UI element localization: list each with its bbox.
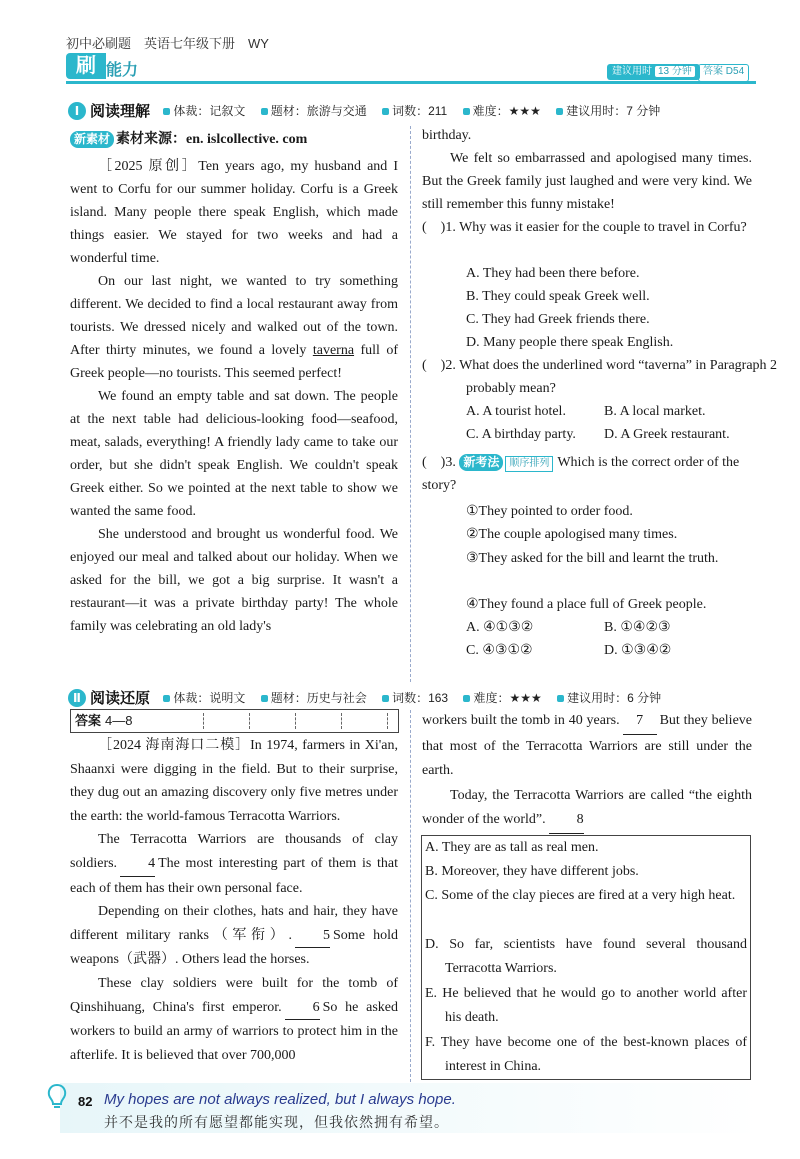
- passage1-right: [422, 124, 752, 216]
- material-source: 素材来源：en. islcollective. com: [116, 132, 308, 147]
- section1-header: [68, 100, 768, 120]
- column-divider-2: [410, 710, 411, 1082]
- q3-stem: Which is the correct order of the story?: [422, 455, 740, 493]
- answer-label: 答案: [703, 66, 723, 77]
- passage1-para2: On our last night, we wanted to try something different. We decided to find a local restaurant away from tourists. We dressed nicely and walked out of the town. After thirty minutes, we found a lovely taverna full of Greek people—no tourists. This seemed perfect!: [70, 274, 398, 381]
- q3-item-2: ②The couple apologised many times.: [466, 527, 678, 542]
- suggested-time-badge: [607, 64, 700, 80]
- q3-option-c[interactable]: C. ④③①②: [466, 643, 533, 658]
- book-title: 初中必刷题 英语七年级下册 WY: [66, 36, 269, 51]
- answer-cell[interactable]: [203, 713, 204, 729]
- genre-icon: [163, 695, 170, 702]
- answer-page: D54: [725, 66, 745, 77]
- answer-cell[interactable]: [341, 713, 342, 729]
- order-tag: 顺序排列: [505, 456, 553, 472]
- blank-6[interactable]: 6: [285, 996, 320, 1021]
- section1-difficulty: 难度：★★★: [472, 104, 541, 118]
- q3-item-1: ①They pointed to order food.: [466, 504, 633, 519]
- difficulty-icon: [463, 108, 470, 115]
- q2-option-a[interactable]: A. A tourist hotel.: [466, 404, 566, 419]
- passage1-para3: We found an empty table and sat down. The people at the next table had delicious-looking food—seafood, meat, salads, everything! A friendly lady came to take our order, but she didn't speak English. We couldn't speak Greek either. So we pointed at the next table to show we wanted the same food.: [70, 389, 398, 519]
- q3-item-3: ③They asked for the bill and learnt the truth.: [466, 551, 719, 566]
- passage2-para2: The Terracotta Warriors are thousands of clay soldiers. 4 The most interesting part of them is that each of them has their own personal face.: [70, 832, 398, 896]
- section1-words: 词数：211: [392, 104, 448, 118]
- answer-cell[interactable]: [387, 713, 388, 729]
- option-d[interactable]: D. So far, scientists have found several thousand Terracotta Warriors.: [425, 937, 747, 976]
- passage2-para1: ［2024 海南海口二模］In 1974, farmers in Xi'an, Shaanxi were digging in the field. But to their surprise, they dug out an amazing discovery only five metres under the earth: the world-famous Terracotta Warriors.: [70, 738, 398, 824]
- option-f[interactable]: F. They have become one of the best-known places of interest in China.: [425, 1035, 747, 1074]
- q3-item-4: ④They found a place full of Greek people.: [466, 597, 707, 612]
- header-band: [66, 81, 756, 84]
- passage1-para4-cont: birthday.: [422, 128, 472, 143]
- ability-label: 能力: [106, 62, 139, 79]
- blank-5[interactable]: 5: [295, 924, 330, 949]
- lightbulb-icon: [46, 1083, 68, 1111]
- section2-genre: 体裁：说明文: [173, 691, 246, 705]
- section1-genre: 体裁：记叙文: [173, 104, 246, 118]
- q1-option-c[interactable]: C. They had Greek friends there.: [466, 312, 650, 327]
- question-2: ( )2. What does the underlined word “taverna” in Paragraph 2 probably mean?: [422, 358, 778, 396]
- q3-option-d[interactable]: D. ①③④②: [604, 643, 672, 658]
- q3-option-b[interactable]: B. ①④②③: [604, 620, 671, 635]
- new-material-tag: 新素材: [70, 131, 114, 148]
- words-icon: [382, 695, 389, 702]
- column-divider-1: [410, 126, 411, 682]
- passage1-para4: She understood and brought us wonderful food. We enjoyed our meal and talked about our holiday. When we asked for the bill, we got a big surprise. It wasn't a restaurant—it was a private birthday party! The whole family was celebrating an old lady's: [70, 527, 398, 634]
- option-a[interactable]: A. They are as tall as real men.: [425, 840, 599, 855]
- q1-option-d[interactable]: D. Many people there speak English.: [466, 335, 674, 350]
- q1-option-b[interactable]: B. They could speak Greek well.: [466, 289, 650, 304]
- passage1-para1: ［2025 原创］Ten years ago, my husband and I went to Corfu for our summer holiday. Corfu is a Greek island. Many people there speak English, which made things easier. We stayed for two weeks and had a wonderful time.: [70, 159, 398, 266]
- answer-box: [70, 709, 399, 733]
- answer-cells: [157, 710, 398, 732]
- underlined-word: taverna: [312, 343, 355, 358]
- passage2-left: [70, 734, 398, 1067]
- passage2-para4: These clay soldiers were built for the tomb of Qinshihuang, China's first emperor. 6 So he asked workers to build an army of warriors to protect him in the afterlife. It is believed that over 700,000: [70, 975, 398, 1063]
- section2-difficulty: 难度：★★★: [473, 691, 542, 705]
- section2-number: Ⅱ: [68, 689, 86, 707]
- option-b[interactable]: B. Moreover, they have different jobs.: [425, 864, 639, 879]
- section1-topic: 题材：旅游与交通: [270, 104, 367, 118]
- option-c[interactable]: C. Some of the clay pieces are fired at a very high heat.: [425, 888, 736, 903]
- section1-title: 阅读理解: [90, 103, 151, 120]
- option-e[interactable]: E. He believed that he would go to another world after his death.: [425, 986, 747, 1025]
- section2-title: 阅读还原: [90, 690, 151, 707]
- blank-4[interactable]: 4: [120, 852, 155, 877]
- genre-icon: [163, 108, 170, 115]
- clock-icon: [556, 108, 563, 115]
- time-label: 建议用时: [612, 66, 652, 77]
- passage1-para5: We felt so embarrassed and apologised many times. But the Greek family just laughed and were very kind. We still remember this funny mistake!: [422, 151, 752, 212]
- section2-words: 词数：163: [392, 691, 449, 705]
- passage2-para4-cont: workers built the tomb in 40 years. 7 But they believe that most of the Terracotta Warriors are still under the earth.: [422, 709, 752, 784]
- topic-icon: [261, 695, 268, 702]
- passage2-para5: Today, the Terracotta Warriors are called “the eighth wonder of the world”. 8: [422, 784, 752, 834]
- answer-page-badge: [698, 64, 749, 82]
- answer-cell[interactable]: [249, 713, 250, 729]
- section2-topic: 题材：历史与社会: [270, 691, 367, 705]
- q2-option-c[interactable]: C. A birthday party.: [466, 427, 576, 442]
- new-test-tag: 新考法: [459, 454, 503, 471]
- page-number: 82: [78, 1094, 93, 1109]
- q2-option-b[interactable]: B. A local market.: [604, 404, 706, 419]
- difficulty-icon: [463, 695, 470, 702]
- motto-chinese: 并不是我的所有愿望都能实现，但我依然拥有希望。: [104, 1116, 449, 1131]
- q2-option-d[interactable]: D. A Greek restaurant.: [604, 427, 730, 442]
- time-value: 13 分钟: [655, 66, 695, 77]
- question-3: [422, 451, 752, 497]
- section1-time: 建议用时：7 分钟: [566, 104, 661, 118]
- q3-option-a[interactable]: A. ④①③②: [466, 620, 534, 635]
- q1-option-a[interactable]: A. They had been there before.: [466, 266, 640, 281]
- answer-box-label: 答案: [75, 713, 102, 728]
- q3-prefix: ( )3.: [422, 455, 456, 470]
- passage2-right: [422, 709, 752, 834]
- question-1: ( )1. Why was it easier for the couple to travel in Corfu?: [422, 220, 747, 235]
- section2-header: [68, 687, 768, 707]
- passage1-left: [70, 128, 398, 638]
- passage2-para3: Depending on their clothes, hats and hair, they have different military ranks（军衔）. 5 Some hold weapons（武器）. Others lead the horses.: [70, 904, 398, 968]
- section1-number: Ⅰ: [68, 102, 86, 120]
- clock-icon: [557, 695, 564, 702]
- topic-icon: [261, 108, 268, 115]
- section2-time: 建议用时：6 分钟: [567, 691, 662, 705]
- motto-english: My hopes are not always realized, but I always hope.: [104, 1091, 456, 1108]
- brush-logo: 刷: [66, 53, 106, 79]
- words-icon: [382, 108, 389, 115]
- blank-7[interactable]: 7: [623, 709, 657, 735]
- answer-box-range: 4—8: [105, 713, 133, 728]
- answer-cell[interactable]: [295, 713, 296, 729]
- blank-8[interactable]: 8: [549, 808, 584, 834]
